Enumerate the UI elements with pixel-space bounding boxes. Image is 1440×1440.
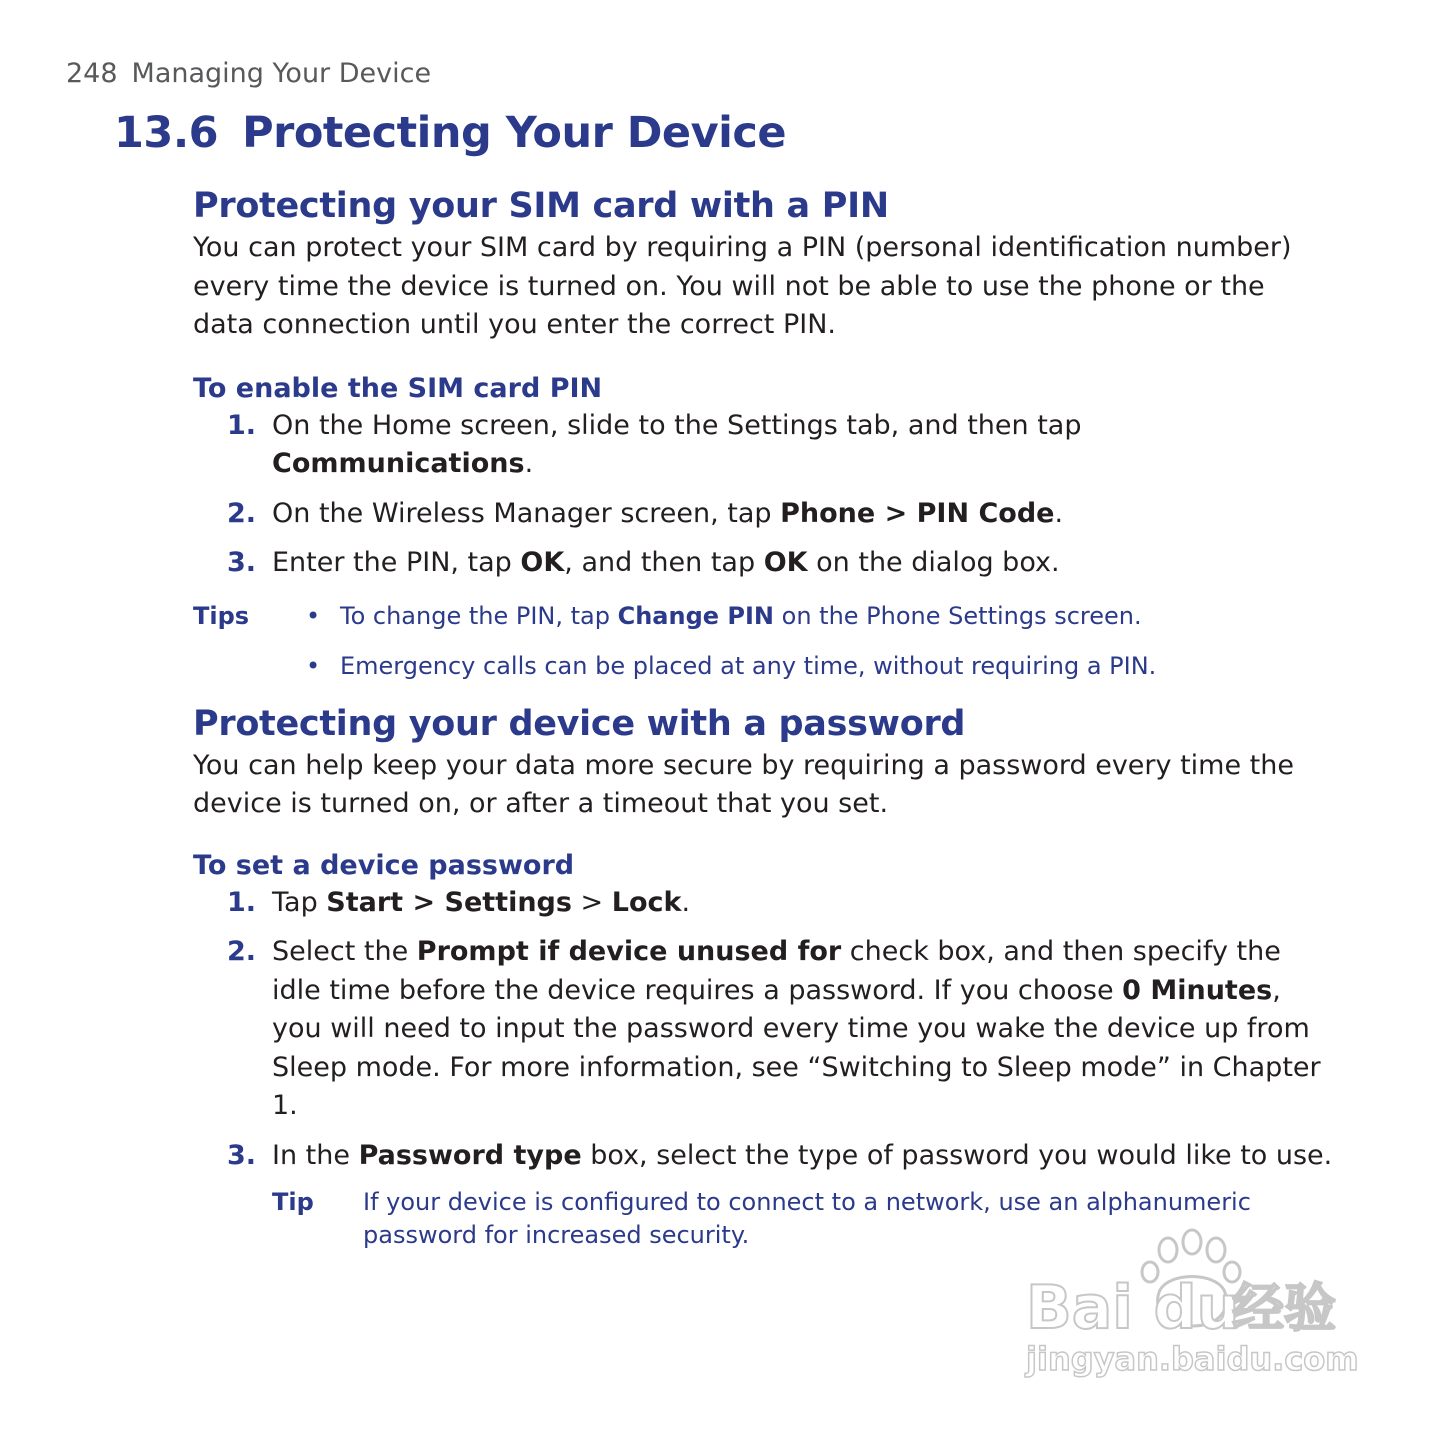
- tip-text: on the Phone Settings screen.: [774, 601, 1142, 630]
- running-head: [66, 58, 431, 89]
- password-procedure-title: To set a device password: [193, 849, 575, 881]
- sim-pin-procedure-title: To enable the SIM card PIN: [193, 372, 603, 404]
- tip-item: [193, 599, 1333, 633]
- step-text: On the Wireless Manager screen, tap: [272, 497, 781, 529]
- tip-text: If your device is configured to connect to a network, use an alphanumeric password for increased security.: [363, 1188, 1251, 1249]
- watermark-brand-cn: 经验: [1232, 1279, 1337, 1339]
- password-steps: [193, 884, 1333, 1176]
- step-text: .: [1054, 497, 1064, 529]
- step-ui-term: Password type: [358, 1139, 582, 1171]
- tip-item: [193, 649, 1333, 683]
- page-number: 248: [66, 58, 118, 89]
- step-text: >: [571, 886, 612, 918]
- step-ui-term: Start > Settings: [326, 886, 572, 918]
- step-text: In the: [272, 1139, 359, 1171]
- step-ui-term: Communications: [272, 448, 525, 479]
- step-item: [193, 933, 1333, 1126]
- step-text: Enter the PIN, tap: [272, 547, 521, 578]
- watermark-brand-latin: Bai du: [1026, 1273, 1240, 1343]
- tip-label: Tip: [272, 1188, 314, 1216]
- step-item: [193, 1137, 1333, 1176]
- step-ui-term: 0 Minutes: [1122, 974, 1273, 1006]
- section-number: 13.6: [114, 108, 219, 158]
- tip-text: To change the PIN, tap: [340, 601, 618, 630]
- step-text: Select the: [272, 936, 417, 967]
- step-item: [193, 495, 1333, 534]
- section-title: [114, 108, 786, 158]
- tips-block: [193, 599, 1333, 683]
- sim-pin-heading: Protecting your SIM card with a PIN: [193, 186, 889, 226]
- step-ui-term: Phone > PIN Code: [780, 497, 1055, 529]
- step-text: box, select the type of password you would like to use.: [581, 1139, 1333, 1171]
- step-number: 1.: [227, 886, 257, 918]
- sim-pin-steps: [193, 407, 1333, 583]
- step-text: On the Home screen, slide to the Settings tab, and then tap: [272, 409, 1082, 441]
- step-text: , and then tap: [564, 547, 764, 578]
- section-title-text: Protecting Your Device: [242, 108, 787, 158]
- watermark-url: jingyan.baidu.com: [1026, 1340, 1359, 1378]
- step-number: 3.: [227, 547, 257, 578]
- bullet-icon: •: [306, 601, 321, 630]
- tips-label: Tips: [193, 601, 250, 630]
- step-text: .: [524, 448, 534, 479]
- bullet-icon: •: [306, 651, 321, 680]
- step-ui-term: Lock: [611, 886, 682, 918]
- step-item: [193, 407, 1333, 484]
- chapter-title: Managing Your Device: [131, 58, 432, 89]
- page-content: [193, 183, 1333, 1252]
- tip-text: Emergency calls can be placed at any time, without requiring a PIN.: [340, 651, 1157, 680]
- step-text: .: [681, 886, 691, 918]
- password-intro: You can help keep your data more secure by requiring a password every time the device is turned on, or after a timeout that you set.: [193, 749, 1294, 819]
- step-number: 1.: [227, 409, 257, 441]
- step-text: on the dialog box.: [807, 547, 1060, 578]
- step-item: [193, 884, 1333, 923]
- step-item: [193, 544, 1333, 583]
- step-text: , you will need to input the password every time you wake the device up from Sleep mode. For more information, see “Switching to Sleep mode” in Chapter 1.: [272, 974, 1321, 1121]
- step-text: check box, and then specify the idle time before the device requires a password. If you choose: [272, 936, 1281, 1006]
- step-ui-term: Prompt if device unused for: [416, 936, 842, 967]
- password-heading: Protecting your device with a password: [193, 703, 966, 744]
- step-ui-term: OK: [763, 547, 808, 578]
- tips-list: [193, 599, 1333, 683]
- step-text: Tap: [272, 886, 327, 918]
- step-number: 2.: [227, 497, 257, 529]
- step-number: 2.: [227, 936, 257, 967]
- step-number: 3.: [227, 1139, 257, 1171]
- sim-pin-intro: You can protect your SIM card by requiring a PIN (personal identification number) every time the device is turned on. You will not be able to use the phone or the data connection until you enter the correct PIN.: [193, 232, 1292, 340]
- tip-ui-term: Change PIN: [617, 601, 775, 630]
- step-ui-term: OK: [520, 547, 565, 578]
- baidu-watermark-logo: [1020, 1228, 1360, 1388]
